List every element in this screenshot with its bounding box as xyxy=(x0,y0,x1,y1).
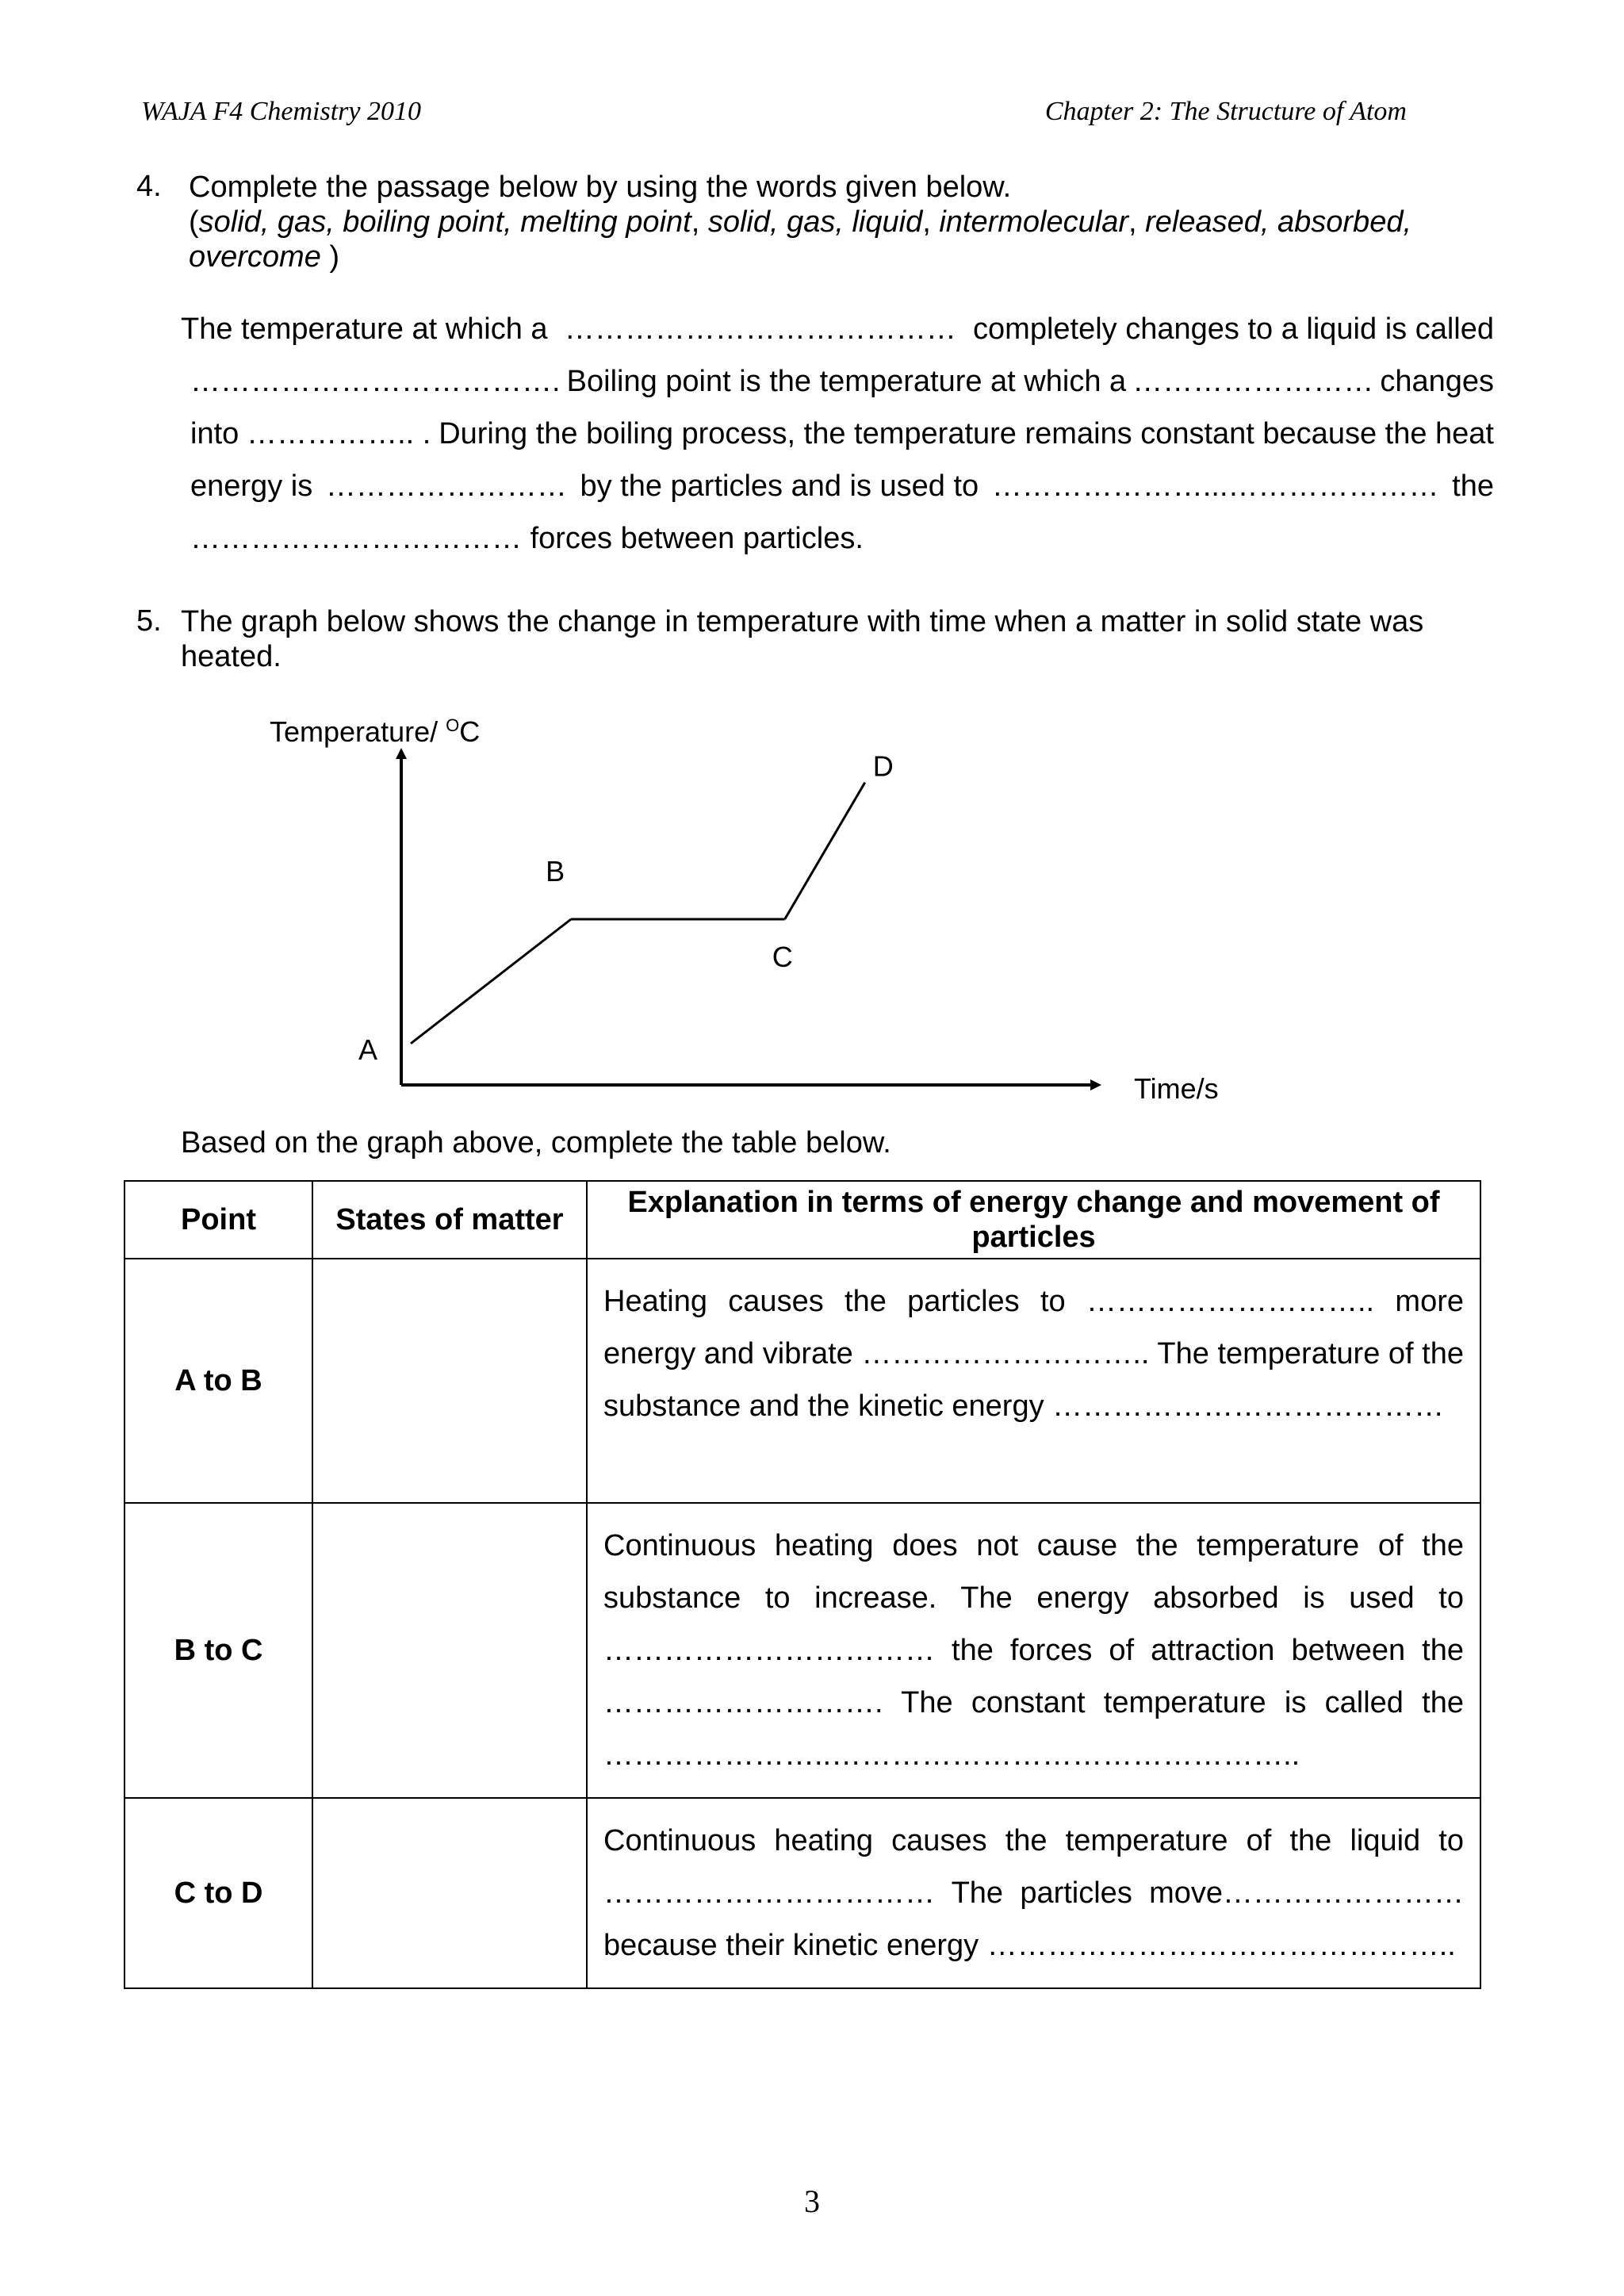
passage-line-5 xyxy=(181,512,1494,565)
row-point: A to B xyxy=(124,1259,312,1503)
row-explanation: Continuous heating does not cause the temperature of the substance to increase. The energy absorbed is used to …………………………… the forces of attraction between the ………………………. The constant temperature is called the …………………..……………………………………….. xyxy=(587,1503,1480,1798)
table-row xyxy=(124,1798,1480,1988)
passage-text: by the particles and is used to xyxy=(580,470,979,503)
header-right: Chapter 2: The Structure of Atom xyxy=(1044,97,1407,126)
passage-text: forces between particles. xyxy=(530,522,864,555)
curve-layer xyxy=(358,750,894,1066)
blank-1: ………………………………… xyxy=(564,312,956,346)
passage-text: changes xyxy=(1380,365,1494,398)
curve-segment-CD xyxy=(785,783,865,919)
q4-word-list xyxy=(189,205,1411,240)
blank-4: …………….. . xyxy=(247,417,431,450)
point-label-c: C xyxy=(772,941,793,973)
heating-curve-graph xyxy=(238,706,1269,1118)
curve-segment-AB xyxy=(411,919,571,1044)
word-list-1: solid, gas, boiling point, melting point xyxy=(198,205,691,239)
word-list-3: intermolecular xyxy=(939,205,1128,239)
passage-text: Boiling point is the temperature at which a xyxy=(566,365,1127,398)
passage-text: completely changes to a liquid is called xyxy=(973,312,1494,346)
blank-6: …………………...………………… xyxy=(991,470,1439,503)
row-point: C to D xyxy=(124,1798,312,1988)
word-list-5: overcome xyxy=(189,240,321,274)
passage-text: The temperature at which a xyxy=(181,312,548,346)
row-point: B to C xyxy=(124,1503,312,1798)
header-point: Point xyxy=(124,1181,312,1259)
q4-number: 4. xyxy=(136,170,162,203)
header-states: States of matter xyxy=(312,1181,587,1259)
blank-2: ………………………………. xyxy=(190,365,561,398)
graph-svg xyxy=(238,706,1269,1118)
q5-number: 5. xyxy=(136,604,162,638)
word-list-comma-3: , xyxy=(1128,205,1137,239)
word-list-comma-1: , xyxy=(691,205,700,239)
states-answer-cell[interactable] xyxy=(312,1798,587,1988)
table-row xyxy=(124,1259,1480,1503)
page-number: 3 xyxy=(804,2183,820,2219)
passage-text: the xyxy=(1452,470,1494,503)
q4-word-list-line2 xyxy=(189,240,339,274)
point-label-d: D xyxy=(872,749,894,783)
x-axis-label: Time/s xyxy=(1134,1072,1219,1105)
q4-instruction: Complete the passage below by using the words given below. xyxy=(189,171,1012,204)
q5-text-line2: heated. xyxy=(181,640,282,673)
blank-3: …………………… xyxy=(1132,365,1374,398)
answer-table xyxy=(124,1180,1481,1989)
passage-line-4 xyxy=(181,460,1494,512)
point-label-b: B xyxy=(546,855,565,887)
word-list-open: ( xyxy=(189,205,199,239)
passage-line-3 xyxy=(181,408,1494,460)
y-axis-label-text: Temperature/ xyxy=(270,715,446,748)
passage-text: into xyxy=(190,417,239,450)
word-list-close: ) xyxy=(329,240,340,274)
states-answer-cell[interactable] xyxy=(312,1259,587,1503)
word-list-4: released, absorbed, xyxy=(1145,205,1412,239)
blank-7: …………………………… xyxy=(190,522,522,555)
y-axis-unit: C xyxy=(459,715,481,748)
table-header-row xyxy=(124,1181,1480,1259)
passage-line-2 xyxy=(181,355,1494,408)
point-label-a: A xyxy=(358,1033,378,1066)
passage-line-1 xyxy=(181,303,1494,355)
states-answer-cell[interactable] xyxy=(312,1503,587,1798)
row-explanation: Heating causes the particles to ……………………….. more energy and vibrate ……………………….. The temperature of the substance and the kinetic energy ………………………………… xyxy=(587,1259,1480,1503)
row-explanation: Continuous heating causes the temperature of the liquid to …………………………… The particles move…………………… because their kinetic energy ……………………………………….. xyxy=(587,1798,1480,1988)
degree-superscript: O xyxy=(446,715,460,735)
table-row xyxy=(124,1503,1480,1798)
word-list-comma-2: , xyxy=(922,205,931,239)
blank-5: …………………… xyxy=(325,470,567,503)
passage-text: energy is xyxy=(190,470,313,503)
q4-passage xyxy=(181,303,1494,565)
word-list-2: solid, gas, liquid xyxy=(707,205,923,239)
header-explanation: Explanation in terms of energy change and movement of particles xyxy=(587,1181,1480,1259)
table-instruction: Based on the graph above, complete the table below. xyxy=(181,1126,891,1159)
header-left: WAJA F4 Chemistry 2010 xyxy=(141,97,421,126)
q5-text-line1: The graph below shows the change in temperature with time when a matter in solid state was xyxy=(181,605,1424,638)
passage-text: During the boiling process, the temperature remains constant because the heat xyxy=(439,417,1494,450)
